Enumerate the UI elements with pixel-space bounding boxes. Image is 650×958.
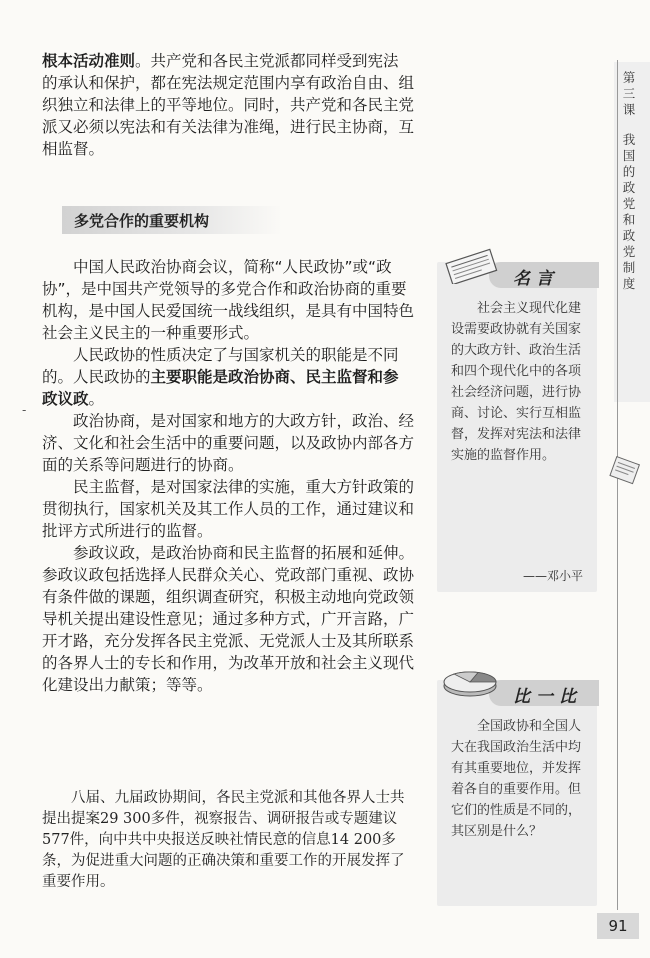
- lesson-label: 第三课: [622, 70, 636, 117]
- chapter-tab: [620, 70, 638, 292]
- paragraph-cppcc: 中国人民政治协商会议，简称“人民政协”或“政协”，是中国共产党领导的多党合作和政治协商的重要机构，是中国人民爱国统一战线组织，是具有中国特色社会主义民主的一种重要形式。: [42, 258, 415, 342]
- section-heading: [62, 206, 282, 234]
- compare-sidebar: [437, 680, 597, 906]
- paragraph-participation: 参政议政，是政治协商和民主监督的拓展和延伸。参政议政包括选择人民群众关心、党政部门重视、政协有条件做的课题，组织调查研究，积极主动地向党政领导机关提出建设性意见；通过多种方式，广开言路，广开才路，充分发挥各民主党派、无党派人士及其所联系的各界人士的专长和作用，为改革开放和社会主义现代化建设出力献策；等等。: [42, 544, 415, 694]
- functions-pre: 人民政协的性质决定了与国家机关的职能是不同的。人民政协的: [42, 346, 399, 386]
- main-column: [42, 50, 414, 160]
- note-paragraph: 八届、九届政协期间，各民主党派和其他各界人士共提出提案29 300多件，视察报告、调研报告或专题建议577件，向中共中央报送反映社情民意的信息14 200多条，为促进重大问题的正确决策和重要工作的开展发挥了重要作用。: [42, 790, 405, 890]
- paragraph-consultation: 政治协商，是对国家和地方的大政方针，政治、经济、文化和社会生活中的重要问题，以及政协内部各方面的关系等问题进行的协商。: [42, 412, 415, 474]
- lesson-title: 我国的政党和政党制度: [622, 132, 636, 291]
- paragraph-functions: [42, 344, 414, 410]
- quote-heading-bar: [489, 262, 599, 288]
- quote-sidebar: [437, 262, 597, 592]
- page-number: 91: [597, 913, 639, 939]
- newspaper-icon: [440, 248, 502, 284]
- functions-bold: 主要职能是政治协商、民主监督和参政议政: [42, 368, 399, 408]
- pie-chart-icon: [440, 662, 502, 702]
- section-title: 多党合作的重要机构: [74, 212, 210, 230]
- main-column-body: [42, 256, 414, 696]
- compare-text: 全国政协和全国人大在我国政治生活中均有其重要地位，并发挥着各自的重要作用。但它们的性质是不同的，其区别是什么？: [451, 719, 582, 839]
- intro-rest: 。共产党和各民主党派都同样受到宪法的承认和保护，都在宪法规定范围内享有政治自由、组织独立和法律上的平等地位。同时，共产党和各民主党派又必须以宪法和有关法律为准绳，进行民主协商，互相监督。: [42, 52, 415, 158]
- compare-heading: 比一比: [513, 687, 582, 707]
- intro-bold: 根本活动准则: [42, 52, 136, 70]
- quote-author: ——邓小平: [522, 569, 583, 583]
- quote-heading: 名言: [513, 269, 559, 289]
- paragraph-supervision: 民主监督，是对国家法律的实施，重大方针政策的贯彻执行，国家机关及其工作人员的工作，通过建议和批评方式所进行的监督。: [42, 478, 415, 540]
- functions-post: 。: [88, 390, 105, 408]
- book-icon: [604, 452, 644, 492]
- paragraph-intro: [42, 50, 414, 160]
- margin-mark: -: [22, 403, 27, 417]
- quote-text: 社会主义现代化建设需要政协就有关国家的大政方针、政治生活和四个现代化中的各项社会经济问题，进行协商、讨论、实行互相监督，发挥对宪法和法律实施的监督作用。: [451, 301, 582, 463]
- compare-heading-bar: [489, 680, 599, 706]
